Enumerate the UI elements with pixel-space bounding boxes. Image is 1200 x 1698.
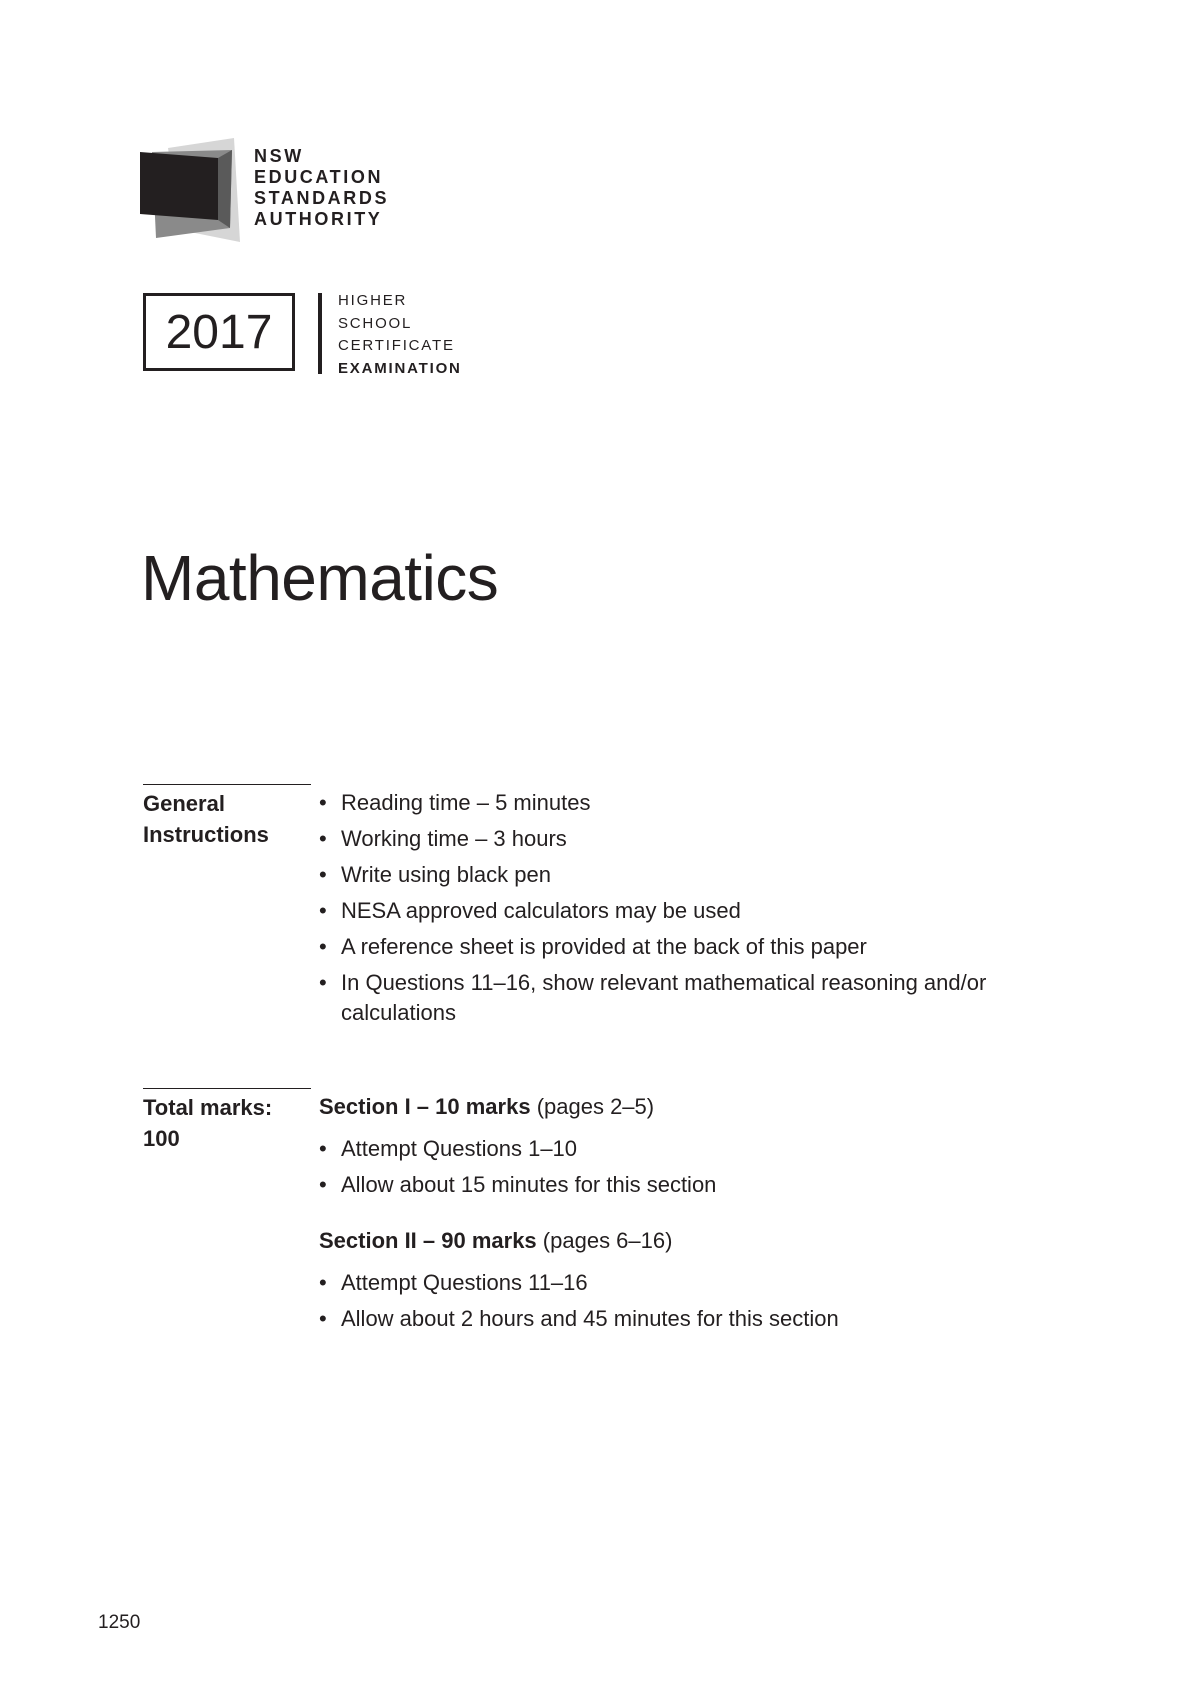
label-line: 100 <box>143 1126 180 1151</box>
label-line: Total marks: <box>143 1095 273 1120</box>
list-item: • Allow about 2 hours and 45 minutes for this section <box>319 1304 1019 1334</box>
total-marks-label <box>143 1092 272 1154</box>
list-item: • Reading time – 5 minutes <box>319 788 1019 818</box>
bullet-icon: • <box>319 790 327 815</box>
hsc-line: CERTIFICATE <box>338 337 455 354</box>
hsc-line: HIGHER <box>338 292 408 309</box>
hsc-label <box>338 290 462 380</box>
logo-line: NSW <box>254 146 304 166</box>
divider <box>143 1088 311 1089</box>
page-code: 1250 <box>98 1612 141 1633</box>
exam-year: 2017 <box>143 293 295 371</box>
section-1-list <box>319 1134 1019 1206</box>
list-item: • Attempt Questions 11–16 <box>319 1268 1019 1298</box>
section-2-heading: Section II – 90 marks (pages 6–16) <box>319 1228 673 1253</box>
label-line: General <box>143 791 225 816</box>
bullet-icon: • <box>319 1136 327 1161</box>
bullet-icon: • <box>319 898 327 923</box>
label-line: Instructions <box>143 822 269 847</box>
list-item: • Allow about 15 minutes for this section <box>319 1170 1019 1200</box>
general-instructions-list <box>319 788 1019 1034</box>
divider <box>318 293 322 374</box>
nesa-logo-icon <box>140 134 246 246</box>
list-item: • In Questions 11–16, show relevant mathematical reasoning and/or calculations <box>319 970 987 1025</box>
hsc-line: EXAMINATION <box>338 359 462 377</box>
hsc-line: SCHOOL <box>338 314 413 332</box>
logo-line: STANDARDS <box>254 188 390 208</box>
list-item: • Working time – 3 hours <box>319 824 1019 854</box>
bullet-icon: • <box>319 862 327 887</box>
bullet-icon: • <box>319 934 327 959</box>
bullet-icon: • <box>319 1306 327 1331</box>
section-2-list <box>319 1268 1019 1340</box>
page-title: Mathematics <box>141 542 499 614</box>
section-1-heading: Section I – 10 marks (pages 2–5) <box>319 1094 655 1119</box>
list-item: • NESA approved calculators may be used <box>319 896 1019 926</box>
bullet-icon: • <box>319 1270 327 1295</box>
logo-line: AUTHORITY <box>254 209 383 229</box>
list-item: • A reference sheet is provided at the back of this paper <box>319 932 1019 962</box>
logo-line: EDUCATION <box>254 167 384 187</box>
bullet-icon: • <box>319 1172 327 1197</box>
bullet-icon: • <box>319 970 327 995</box>
general-instructions-label <box>143 788 269 850</box>
bullet-icon: • <box>319 826 327 851</box>
list-item: • Attempt Questions 1–10 <box>319 1134 1019 1164</box>
list-item: • Write using black pen <box>319 860 1019 890</box>
nesa-logo-text <box>254 146 389 230</box>
divider <box>143 784 311 785</box>
